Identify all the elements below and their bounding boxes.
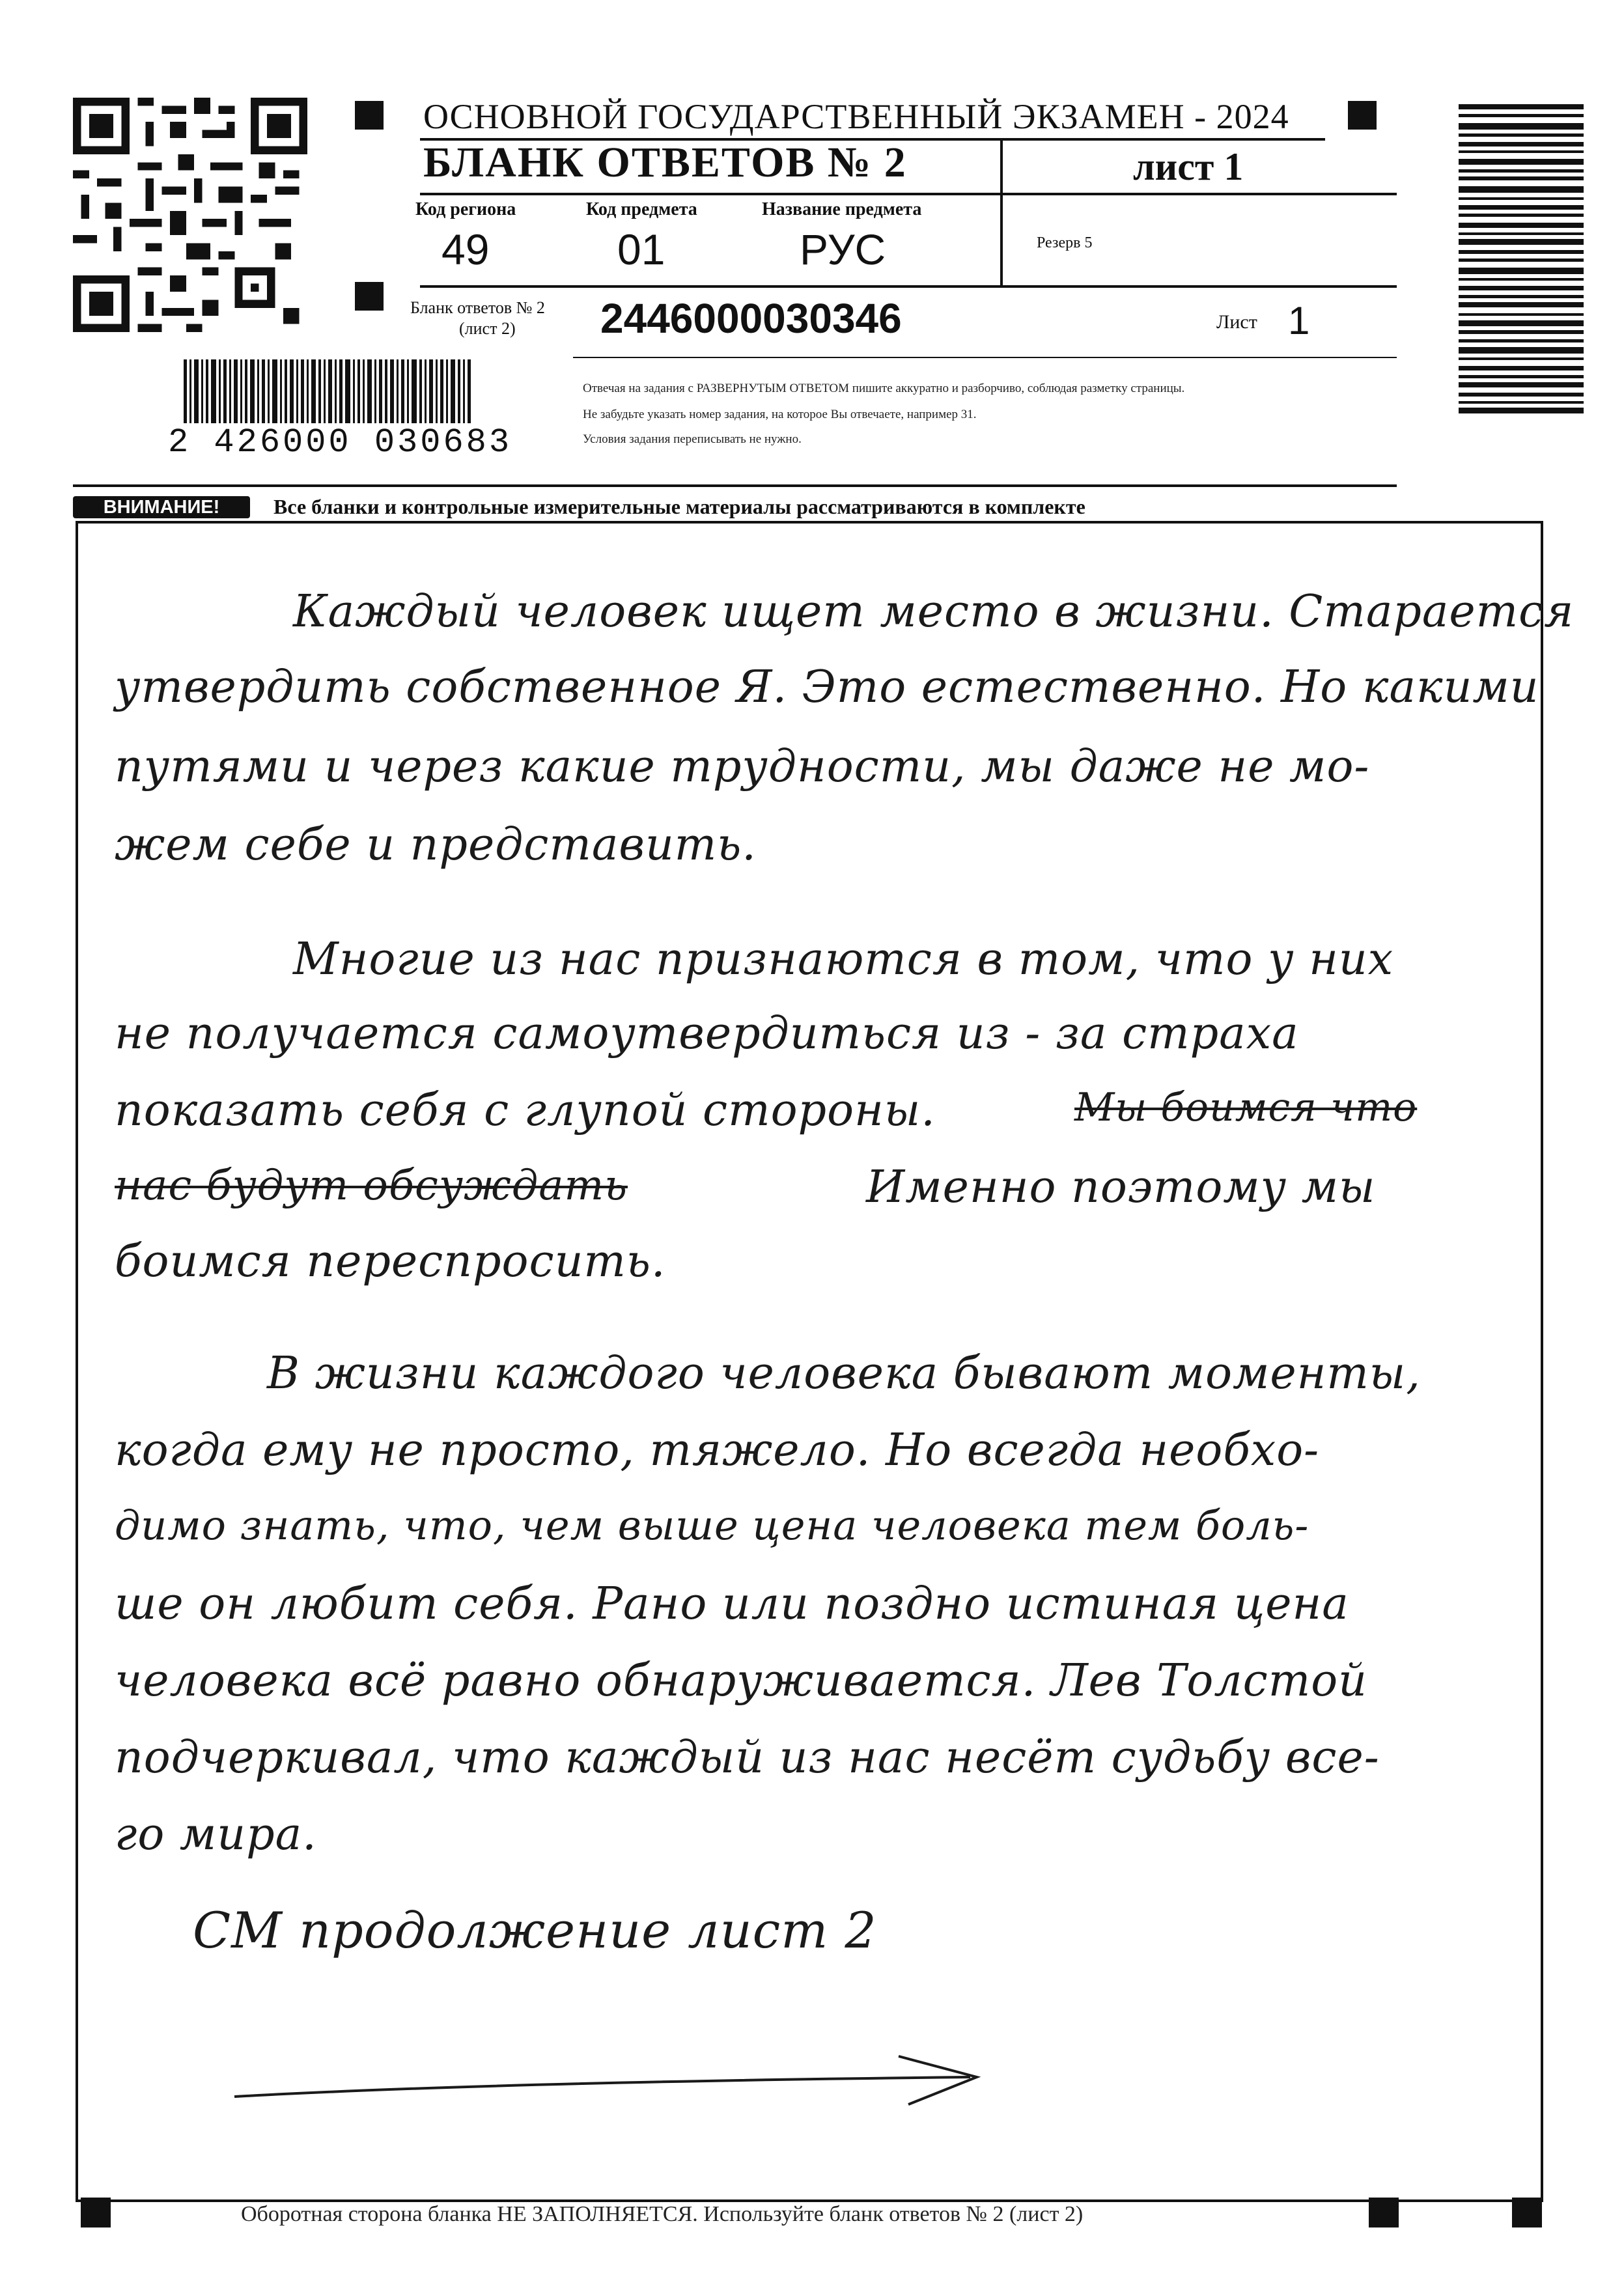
divider [420, 193, 1397, 195]
form-id: 2446000030346 [600, 295, 902, 342]
sheet-no: 1 [1288, 299, 1310, 342]
reserve-label: Резерв 5 [1037, 234, 1093, 251]
arrow-right-icon [228, 2045, 996, 2110]
subject-name: РУС [800, 225, 886, 273]
subject-code: 01 [617, 225, 665, 273]
qr-code [73, 98, 307, 332]
answer-line: Каждый человек ищет место в жизни. Старается [293, 586, 1575, 637]
barcode-number: 2 426000 030683 [168, 423, 512, 462]
answer-line: человека всё равно обнаруживается. Лев Толстой [115, 1655, 1367, 1707]
registration-mark [355, 282, 384, 311]
divider [420, 285, 1397, 288]
barcode [184, 359, 529, 423]
answer-line: Многие из нас признаются в том, что у них [293, 934, 1394, 985]
instruction-2: Не забудьте указать номер задания, на которое Вы отвечаете, например 31. [583, 408, 977, 421]
answer-line: утвердить собственное Я. Это естественно. Но какими [115, 662, 1539, 713]
answer-line: когда ему не просто, тяжело. Но всегда необхо- [115, 1425, 1320, 1476]
region-code-label: Код региона [415, 199, 516, 219]
registration-mark [355, 101, 384, 130]
attention-text: Все бланки и контрольные измерительные материалы рассматриваются в комплекте [273, 495, 1085, 518]
side-barcode [1459, 104, 1584, 479]
answer-line: димо знать, что, чем выше цена человека тем боль- [115, 1501, 1309, 1549]
divider [573, 357, 1397, 358]
instruction-1: Отвечая на задания с РАЗВЕРНУТЫМ ОТВЕТОМ пишите аккуратно и разборчиво, соблюдая разметку страницы. [583, 382, 1185, 395]
footer-note: Оборотная сторона бланка НЕ ЗАПОЛНЯЕТСЯ. Используйте бланк ответов № 2 (лист 2) [241, 2202, 1084, 2226]
region-code: 49 [441, 225, 490, 273]
answer-line: В жизни каждого человека бывают моменты, [267, 1348, 1421, 1399]
form-id-sublabel: (лист 2) [459, 319, 516, 338]
form-title: БЛАНК ОТВЕТОВ № 2 [423, 139, 907, 186]
registration-mark [1348, 101, 1377, 130]
answer-line: не получается самоутвердиться из - за страха [115, 1008, 1299, 1059]
form-id-label: Бланк ответов № 2 [410, 298, 545, 317]
answer-line: ше он любит себя. Рано или поздно истиная цена [115, 1578, 1349, 1630]
divider [1000, 138, 1003, 286]
subject-name-label: Название предмета [762, 199, 922, 219]
sheet-no-label: Лист [1216, 311, 1257, 333]
answer-line: путями и через какие трудности, мы даже не мо- [115, 741, 1370, 792]
answer-line: показать себя с глупой стороны. [115, 1085, 936, 1136]
answer-line: боимся переспросить. [115, 1236, 666, 1287]
continuation-note: СМ продолжение лист 2 [193, 1901, 877, 1959]
answer-line: Именно поэтому мы [866, 1162, 1376, 1213]
subject-code-label: Код предмета [586, 199, 697, 219]
instruction-3: Условия задания переписывать не нужно. [583, 432, 802, 446]
answer-line-struck: Мы боимся что [1074, 1085, 1418, 1130]
answer-line: го мира. [115, 1809, 317, 1860]
answer-line-struck: нас будут обсуждать [115, 1162, 628, 1210]
answer-line: подчеркивал, что каждый из нас несёт судьбу все- [115, 1732, 1380, 1783]
attention-badge: ВНИМАНИЕ! [73, 496, 250, 518]
divider [73, 484, 1397, 487]
sheet-label: лист 1 [1133, 145, 1244, 188]
exam-title: ОСНОВНОЙ ГОСУДАРСТВЕННЫЙ ЭКЗАМЕН - 2024 [423, 97, 1289, 136]
answer-line: жем себе и представить. [115, 819, 757, 871]
